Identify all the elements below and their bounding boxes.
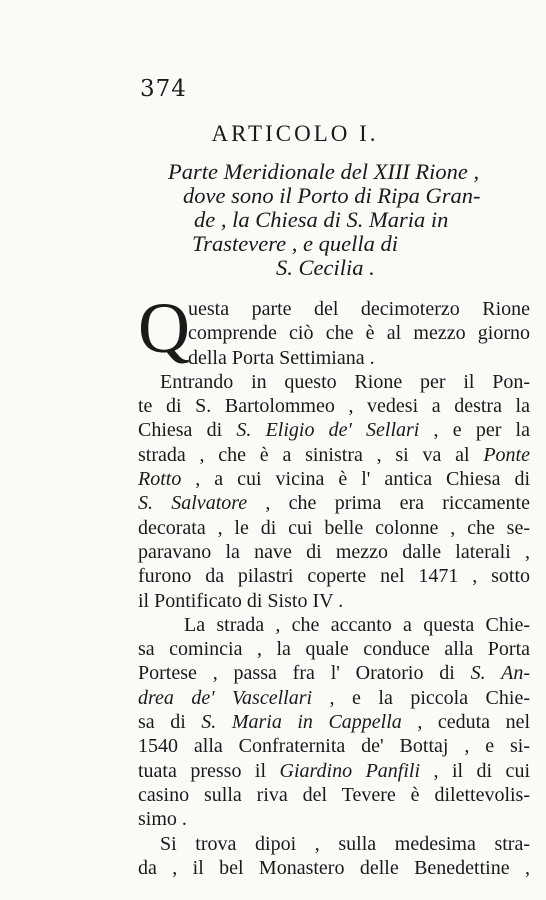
text-line: Rotto , a cui vicina è l' antica Chiesa di [138, 468, 530, 491]
text-line: da , il bel Monastero delle Benedettine , [138, 856, 530, 879]
church-name: S. Salvatore [138, 492, 248, 515]
text-line: casino sulla riva del Tevere è dilettevolis- [138, 783, 530, 806]
subtitle-line: dove sono il Porto di Ripa Gran- [183, 183, 481, 208]
subtitle-line: de , la Chiesa di S. Maria in [194, 207, 449, 232]
subtitle-line: Parte Meridionale del XIII Rione , [168, 159, 480, 184]
text-line: comprende ciò che è al mezzo giorno [188, 322, 530, 345]
text-line: Entrando in questo Rione per il Pon- [160, 370, 530, 393]
text-line: 1540 alla Confraternita de' Bottaj , e si- [138, 735, 530, 758]
text-line: paravano la nave di mezzo dalle laterali , [138, 540, 530, 563]
article-subtitle [150, 160, 530, 280]
text-line: sa comincia , la quale conduce alla Porta [138, 638, 530, 661]
text-line: furono da pilastri coperte nel 1471 , sotto [138, 565, 530, 588]
text-line: strada , che è a sinistra , si va al Ponte [138, 443, 530, 466]
text-line: Chiesa di S. Eligio de' Sellari , e per la [138, 419, 530, 442]
place-name: Rotto [138, 468, 182, 491]
church-name: S. Eligio de' Sellari [236, 419, 420, 442]
text-line: Si trova dipoi , sulla medesima stra- [160, 832, 530, 855]
text-line: La strada , che accanto a questa Chie- [184, 613, 530, 636]
text-line: Portese , passa fra l' Oratorio di S. An- [138, 662, 530, 685]
text-line: S. Salvatore , che prima era riccamente [138, 492, 530, 515]
article-heading: ARTICOLO I. [211, 121, 379, 146]
church-name: S. An- [470, 662, 530, 685]
place-name: Ponte [483, 443, 530, 466]
church-name: S. Maria in Cappella [201, 711, 402, 734]
page-number: 374 [140, 76, 187, 102]
text-line: uesta parte del decimoterzo Rione [188, 298, 530, 320]
body-text [138, 288, 531, 880]
place-name: Giardino Panfili [279, 759, 421, 782]
drop-cap: Q [138, 288, 190, 368]
church-name: drea de' Vascellari [138, 686, 313, 709]
text-line: tuata presso il Giardino Panfili , il di cui [138, 759, 530, 782]
text-line: sa di S. Maria in Cappella , ceduta nel [138, 711, 531, 734]
text-line: decorata , le di cui belle colonne , che se- [138, 516, 530, 539]
text-line: il Pontificato di Sisto IV . [138, 589, 344, 612]
text-line: della Porta Settimiana . [188, 346, 375, 369]
text-line: te di S. Bartolommeo , vedesi a destra la [138, 395, 530, 418]
subtitle-line: S. Cecilia . [276, 255, 375, 280]
text-line: simo . [138, 808, 187, 831]
text-line: drea de' Vascellari , e la piccola Chie- [138, 686, 530, 709]
subtitle-line: Trastevere , e quella di [192, 231, 399, 256]
